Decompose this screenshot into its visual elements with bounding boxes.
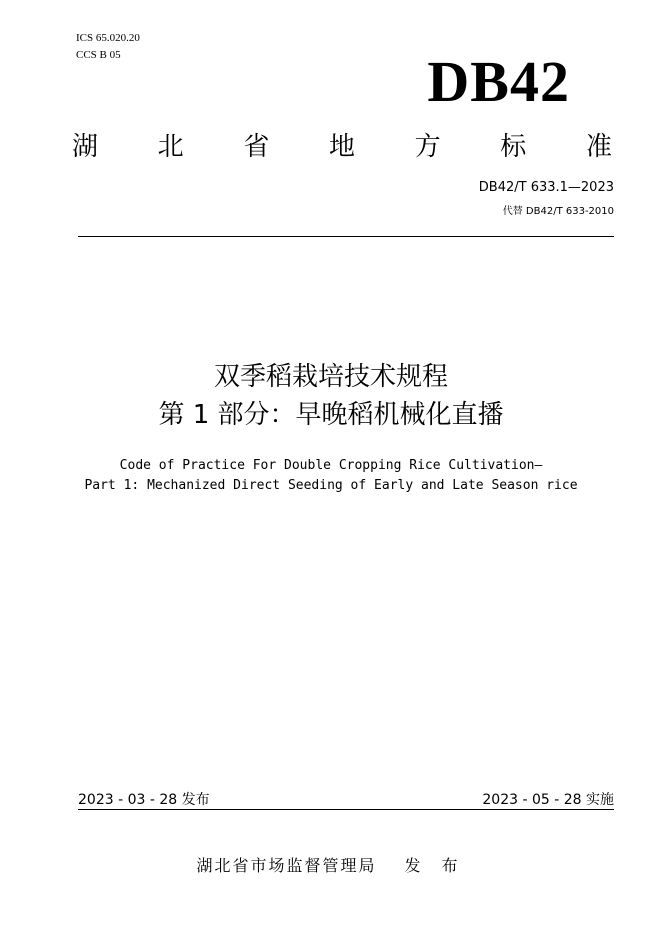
authority-title	[72, 126, 612, 162]
document-title-line2: 第 1 部分：早晚稻机械化直播	[158, 400, 504, 430]
standard-number: DB42/T 633.1—2023	[478, 180, 614, 195]
english-title-line2: Part 1: Mechanized Direct Seeding of Early and Late Season rice	[84, 478, 578, 493]
authority-char: 地	[328, 131, 355, 162]
authority-char: 准	[585, 131, 612, 162]
standard-code-logo: DB42	[427, 49, 570, 114]
authority-char: 北	[157, 131, 184, 162]
top-divider	[78, 236, 614, 237]
bottom-divider	[78, 809, 614, 810]
ccs-code: CCS B 05	[76, 49, 121, 61]
ics-code: ICS 65.020.20	[76, 32, 140, 44]
authority-char: 标	[500, 131, 527, 162]
implementation-date: 2023 - 05 - 28 实施	[482, 792, 614, 808]
publish-word: 发 布	[404, 856, 466, 875]
publisher-name: 湖北省市场监督管理局	[196, 856, 377, 875]
replaces-note: 代替 DB42/T 633-2010	[502, 206, 614, 217]
publisher-line	[0, 853, 662, 876]
authority-char: 省	[243, 131, 270, 162]
authority-char: 方	[414, 131, 441, 162]
english-title-line1: Code of Practice For Double Cropping Rice Cultivation—	[119, 458, 543, 473]
document-title-line1: 双季稻栽培技术规程	[213, 362, 448, 392]
issue-date: 2023 - 03 - 28 发布	[78, 792, 210, 808]
authority-char: 湖	[72, 131, 99, 162]
